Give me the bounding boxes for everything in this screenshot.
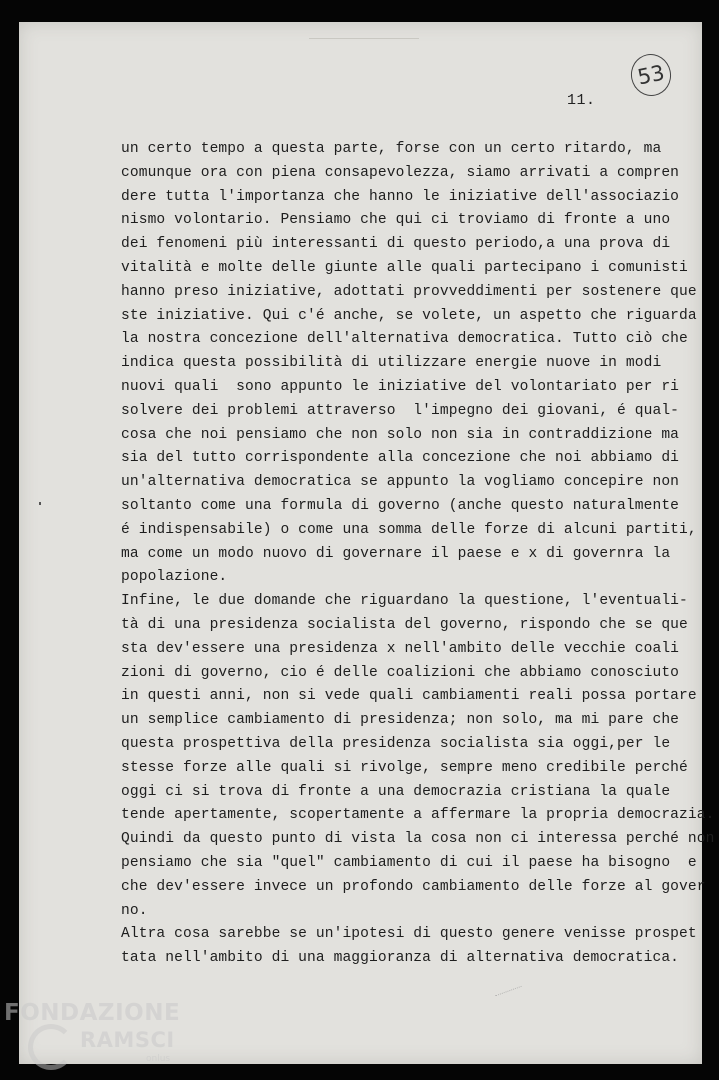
text-line: soltanto come una formula di governo (anche questo naturalmente (121, 497, 680, 514)
text-line: no. (121, 902, 148, 919)
watermark-subtitle: RAMSCI (80, 1028, 175, 1052)
ink-smudge (490, 973, 521, 997)
text-line: é indispensabile) o come una somma delle forze di alcuni partiti, (121, 521, 697, 538)
text-line: tà di una presidenza socialista del governo, rispondo che se que (121, 616, 688, 633)
text-line: vitalità e molte delle giunte alle quali partecipano i comunisti (121, 259, 688, 276)
text-line: nismo volontario. Pensiamo che qui ci troviamo di fronte a uno (121, 212, 671, 229)
text-line: solvere dei problemi attraverso l'impegno dei giovani, é qual- (121, 402, 680, 419)
text-line: in questi anni, non si vede quali cambiamenti reali possa portare (121, 688, 697, 705)
text-line: la nostra concezione dell'alternativa democratica. Tutto ciò che (121, 331, 688, 348)
text-line: stesse forze alle quali si rivolge, sempre meno credibile perché (121, 759, 688, 776)
typed-body-text (121, 138, 715, 971)
text-line: hanno preso iniziative, adottati provveddimenti per sostenere que (121, 283, 697, 300)
text-line: nuovi quali sono appunto le iniziative del volontariato per ri (121, 378, 680, 395)
text-line: sta dev'essere una presidenza x nell'ambito delle vecchie coali (121, 640, 680, 657)
text-line: dere tutta l'importanza che hanno le iniziative dell'associazio (121, 188, 680, 205)
text-line: ste iniziative. Qui c'é anche, se volete, un aspetto che riguarda (121, 307, 697, 324)
document-page (19, 22, 715, 1064)
page-number: 11. (567, 92, 596, 109)
archive-page-stamp (627, 50, 675, 99)
watermark-g-logo-icon (28, 1024, 74, 1070)
margin-mark (39, 502, 41, 505)
text-line: questa prospettiva della presidenza socialista sia oggi,per le (121, 735, 671, 752)
text-line: comunque ora con piena consapevolezza, siamo arrivati a compren (121, 164, 680, 181)
text-line: un semplice cambiamento di presidenza; non solo, ma mi pare che (121, 712, 680, 729)
text-line: sia del tutto corrispondente alla concezione che noi abbiamo di (121, 450, 680, 467)
fondazione-gramsci-watermark (4, 1000, 204, 1080)
text-line: cosa che noi pensiamo che non solo non sia in contraddizione ma (121, 426, 680, 443)
text-line: ma come un modo nuovo di governare il paese e x di governra la (121, 545, 671, 562)
text-line: un certo tempo a questa parte, forse con un certo ritardo, ma (121, 141, 662, 157)
text-line: zioni di governo, cio é delle coalizioni che abbiamo conosciuto (121, 664, 680, 681)
top-divider (309, 38, 419, 39)
text-line: tende apertamente, scopertamente a affermare la propria democrazia. (121, 807, 715, 824)
text-line: che dev'essere invece un profondo cambiamento delle forze al gover (121, 878, 706, 895)
text-line: Quindi da questo punto di vista la cosa non ci interessa perché non (121, 831, 715, 848)
text-line: Infine, le due domande che riguardano la questione, l'eventuali- (121, 593, 688, 610)
text-line: un'alternativa democratica se appunto la vogliamo concepire non (121, 474, 680, 491)
watermark-title: FONDAZIONE (4, 1000, 181, 1026)
text-line: oggi ci si trova di fronte a una democrazia cristiana la quale (121, 783, 671, 800)
archive-number: 53 (635, 60, 667, 90)
text-line: tata nell'ambito di una maggioranza di alternativa democratica. (121, 950, 680, 967)
text-line: pensiamo che sia "quel" cambiamento di cui il paese ha bisogno e (121, 854, 697, 871)
text-line: dei fenomeni più interessanti di questo periodo,a una prova di (121, 236, 671, 253)
watermark-onlus: onlus (146, 1054, 171, 1064)
text-line: popolazione. (121, 569, 228, 586)
text-line: indica questa possibilità di utilizzare energie nuove in modi (121, 355, 662, 372)
text-line: Altra cosa sarebbe se un'ipotesi di questo genere venisse prospet (121, 926, 697, 943)
